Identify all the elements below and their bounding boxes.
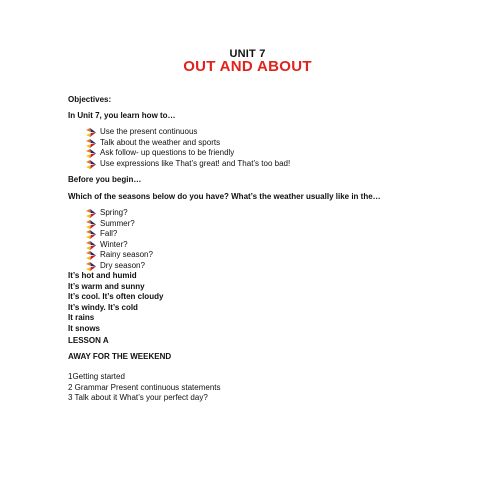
- weather-lines: [68, 271, 163, 334]
- season-text: Rainy season?: [100, 250, 153, 259]
- lesson-item: 1Getting started: [68, 372, 125, 381]
- objectives-list: [86, 127, 290, 169]
- lesson-item: 2 Grammar Present continuous statements: [68, 382, 221, 392]
- season-text: Dry season?: [100, 260, 145, 270]
- weather-line: It’s windy. It’s cold: [68, 302, 138, 312]
- lesson-items: [68, 372, 221, 404]
- weather-line: It rains: [68, 313, 95, 322]
- season-text: Spring?: [100, 208, 128, 217]
- arrow-bullet-icon: [86, 149, 96, 158]
- arrow-bullet-icon: [86, 209, 96, 218]
- objectives-intro: In Unit 7, you learn how to…: [68, 111, 176, 120]
- arrow-bullet-icon: [86, 139, 96, 148]
- unit-title: OUT AND ABOUT: [183, 58, 312, 75]
- weather-line: It’s cool. It’s often cloudy: [68, 292, 164, 301]
- list-item: [86, 229, 153, 240]
- lesson-title: AWAY FOR THE WEEKEND: [68, 352, 172, 361]
- list-item: [86, 208, 153, 219]
- season-text: Winter?: [100, 239, 128, 249]
- seasons-list: [86, 208, 153, 271]
- season-text: Summer?: [100, 218, 135, 228]
- before-heading: Before you begin…: [68, 175, 142, 184]
- objective-text: Use the present continuous: [100, 127, 198, 136]
- weather-line: It snows: [68, 323, 101, 333]
- list-item: [86, 138, 290, 149]
- unit-label: UNIT 7: [229, 48, 266, 60]
- season-text: Fall?: [100, 229, 118, 238]
- list-item: [86, 127, 290, 138]
- objective-text: Ask follow- up questions to be friendly: [100, 148, 235, 157]
- before-question: Which of the seasons below do you have? What’s the weather usually like in the…: [68, 192, 381, 201]
- list-item: [86, 219, 153, 230]
- objective-text: Talk about the weather and sports: [100, 137, 221, 147]
- list-item: [86, 250, 153, 261]
- objectives-heading: Objectives:: [68, 95, 112, 104]
- lesson-label: LESSON A: [68, 336, 109, 345]
- objective-text: Use expressions like That’s great! and That’s too bad!: [100, 158, 291, 168]
- list-item: [86, 240, 153, 251]
- arrow-bullet-icon: [86, 220, 96, 229]
- weather-line: It’s hot and humid: [68, 271, 137, 280]
- arrow-bullet-icon: [86, 128, 96, 137]
- list-item: [86, 148, 290, 159]
- arrow-bullet-icon: [86, 160, 96, 169]
- list-item: [86, 159, 290, 170]
- arrow-bullet-icon: [86, 241, 96, 250]
- lesson-item: 3 Talk about it What’s your perfect day?: [68, 393, 208, 402]
- arrow-bullet-icon: [86, 262, 96, 271]
- arrow-bullet-icon: [86, 230, 96, 239]
- list-item: [86, 261, 153, 272]
- weather-line: It’s warm and sunny: [68, 281, 145, 291]
- arrow-bullet-icon: [86, 251, 96, 260]
